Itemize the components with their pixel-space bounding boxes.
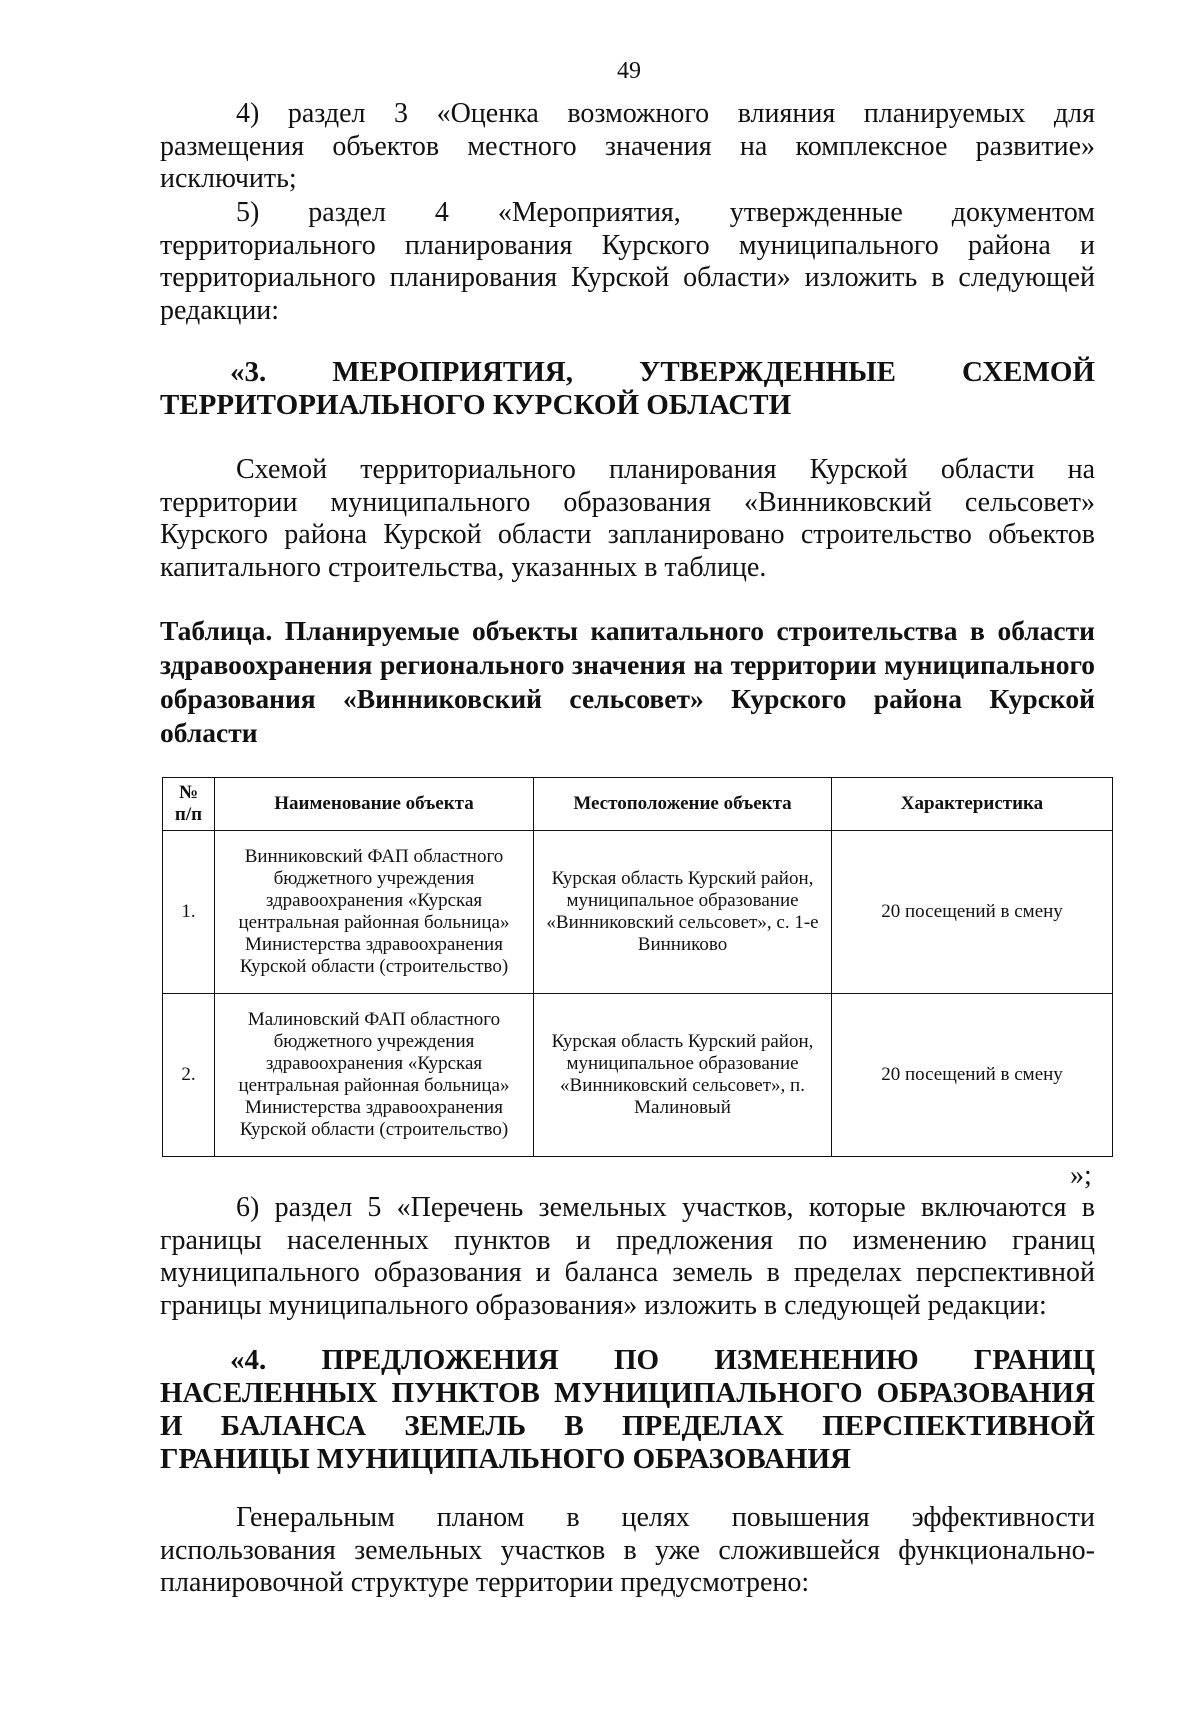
final-paragraph xyxy=(160,1502,1095,1600)
table-title: Таблица. Планируемые объекты капитального строительства в области здравоохранения регионального значения на территории муниципального образования «Винниковский сельсовет» Курского района Курской области xyxy=(160,615,1095,748)
cell-location: Курская область Курский район, муниципальное образование «Винниковский сельсовет», п. Малиновый xyxy=(534,994,832,1157)
cell-characteristic: 20 посещений в смену xyxy=(832,994,1113,1157)
objects-table xyxy=(162,777,1113,1157)
header-num: № п/п xyxy=(163,778,215,831)
paragraph-4-text: 4) раздел 3 «Оценка возможного влияния планируемых для размещения объектов местного значения на комплексное развитие» исключить; xyxy=(160,98,1095,194)
intro-paragraph-block xyxy=(160,454,1095,584)
cell-num: 1. xyxy=(163,831,215,994)
cell-name: Винниковский ФАП областного бюджетного учреждения здравоохранения «Курская центральная районная больница» Министерства здравоохранения Курской области (строительство) xyxy=(215,831,534,994)
intro-paragraph-text: Схемой территориального планирования Курской области на территории муниципального образования «Винниковский сельсовет» Курского района Курской области запланировано строительство объектов капитального строительства, указанных в таблице. xyxy=(160,454,1095,583)
final-paragraph-text: Генеральным планом в целях повышения эффективности использования земельных участков в уже сложившейся функционально-планировочной структуре территории предусмотрено: xyxy=(160,1502,1095,1598)
cell-name: Малиновский ФАП областного бюджетного учреждения здравоохранения «Курская центральная районная больница» Министерства здравоохранения Курской области (строительство) xyxy=(215,994,534,1157)
section-4-heading xyxy=(160,1344,1095,1476)
paragraph-4-block xyxy=(160,98,1095,196)
section-4-heading-text: «4. ПРЕДЛОЖЕНИЯ ПО ИЗМЕНЕНИЮ ГРАНИЦ НАСЕЛЕННЫХ ПУНКТОВ МУНИЦИПАЛЬНОГО ОБРАЗОВАНИЯ И БАЛАНСА ЗЕМЕЛЬ В ПРЕДЕЛАХ ПЕРСПЕКТИВНОЙ ГРАНИЦЫ МУНИЦИПАЛЬНОГО ОБРАЗОВАНИЯ xyxy=(160,1344,1095,1475)
table-title-block xyxy=(160,614,1095,750)
section-3-heading xyxy=(160,356,1095,422)
paragraph-5-text: 5) раздел 4 «Мероприятия, утвержденные документом территориального планирования Курского муниципального района и территориального планирования Курской области» изложить в следующей редакции: xyxy=(160,197,1095,326)
paragraph-4 xyxy=(160,98,1095,196)
final-paragraph-block xyxy=(160,1502,1095,1600)
table-row xyxy=(163,831,1113,994)
paragraph-5-block xyxy=(160,197,1095,327)
section-3-heading-block xyxy=(160,356,1095,422)
table-row xyxy=(163,994,1113,1157)
page-number: 49 xyxy=(617,58,641,84)
header-name: Наименование объекта xyxy=(215,778,534,831)
paragraph-6-block xyxy=(160,1192,1095,1322)
paragraph-6 xyxy=(160,1192,1095,1322)
header-characteristic: Характеристика xyxy=(832,778,1113,831)
cell-num: 2. xyxy=(163,994,215,1157)
closing-quote: »; xyxy=(1070,1160,1092,1191)
table-header-row xyxy=(163,778,1113,831)
section-3-heading-text: «3. МЕРОПРИЯТИЯ, УТВЕРЖДЕННЫЕ СХЕМОЙ ТЕРРИТОРИАЛЬНОГО КУРСКОЙ ОБЛАСТИ xyxy=(160,356,1095,421)
paragraph-5 xyxy=(160,197,1095,327)
section-4-heading-block xyxy=(160,1344,1095,1476)
intro-paragraph xyxy=(160,454,1095,584)
header-location: Местоположение объекта xyxy=(534,778,832,831)
paragraph-6-text: 6) раздел 5 «Перечень земельных участков, которые включаются в границы населенных пунктов и предложения по изменению границ муниципального образования и баланса земель в пределах перспективной границы муниципального образования» изложить в следующей редакции: xyxy=(160,1192,1095,1321)
cell-characteristic: 20 посещений в смену xyxy=(832,831,1113,994)
cell-location: Курская область Курский район, муниципальное образование «Винниковский сельсовет», с. 1-е Винниково xyxy=(534,831,832,994)
